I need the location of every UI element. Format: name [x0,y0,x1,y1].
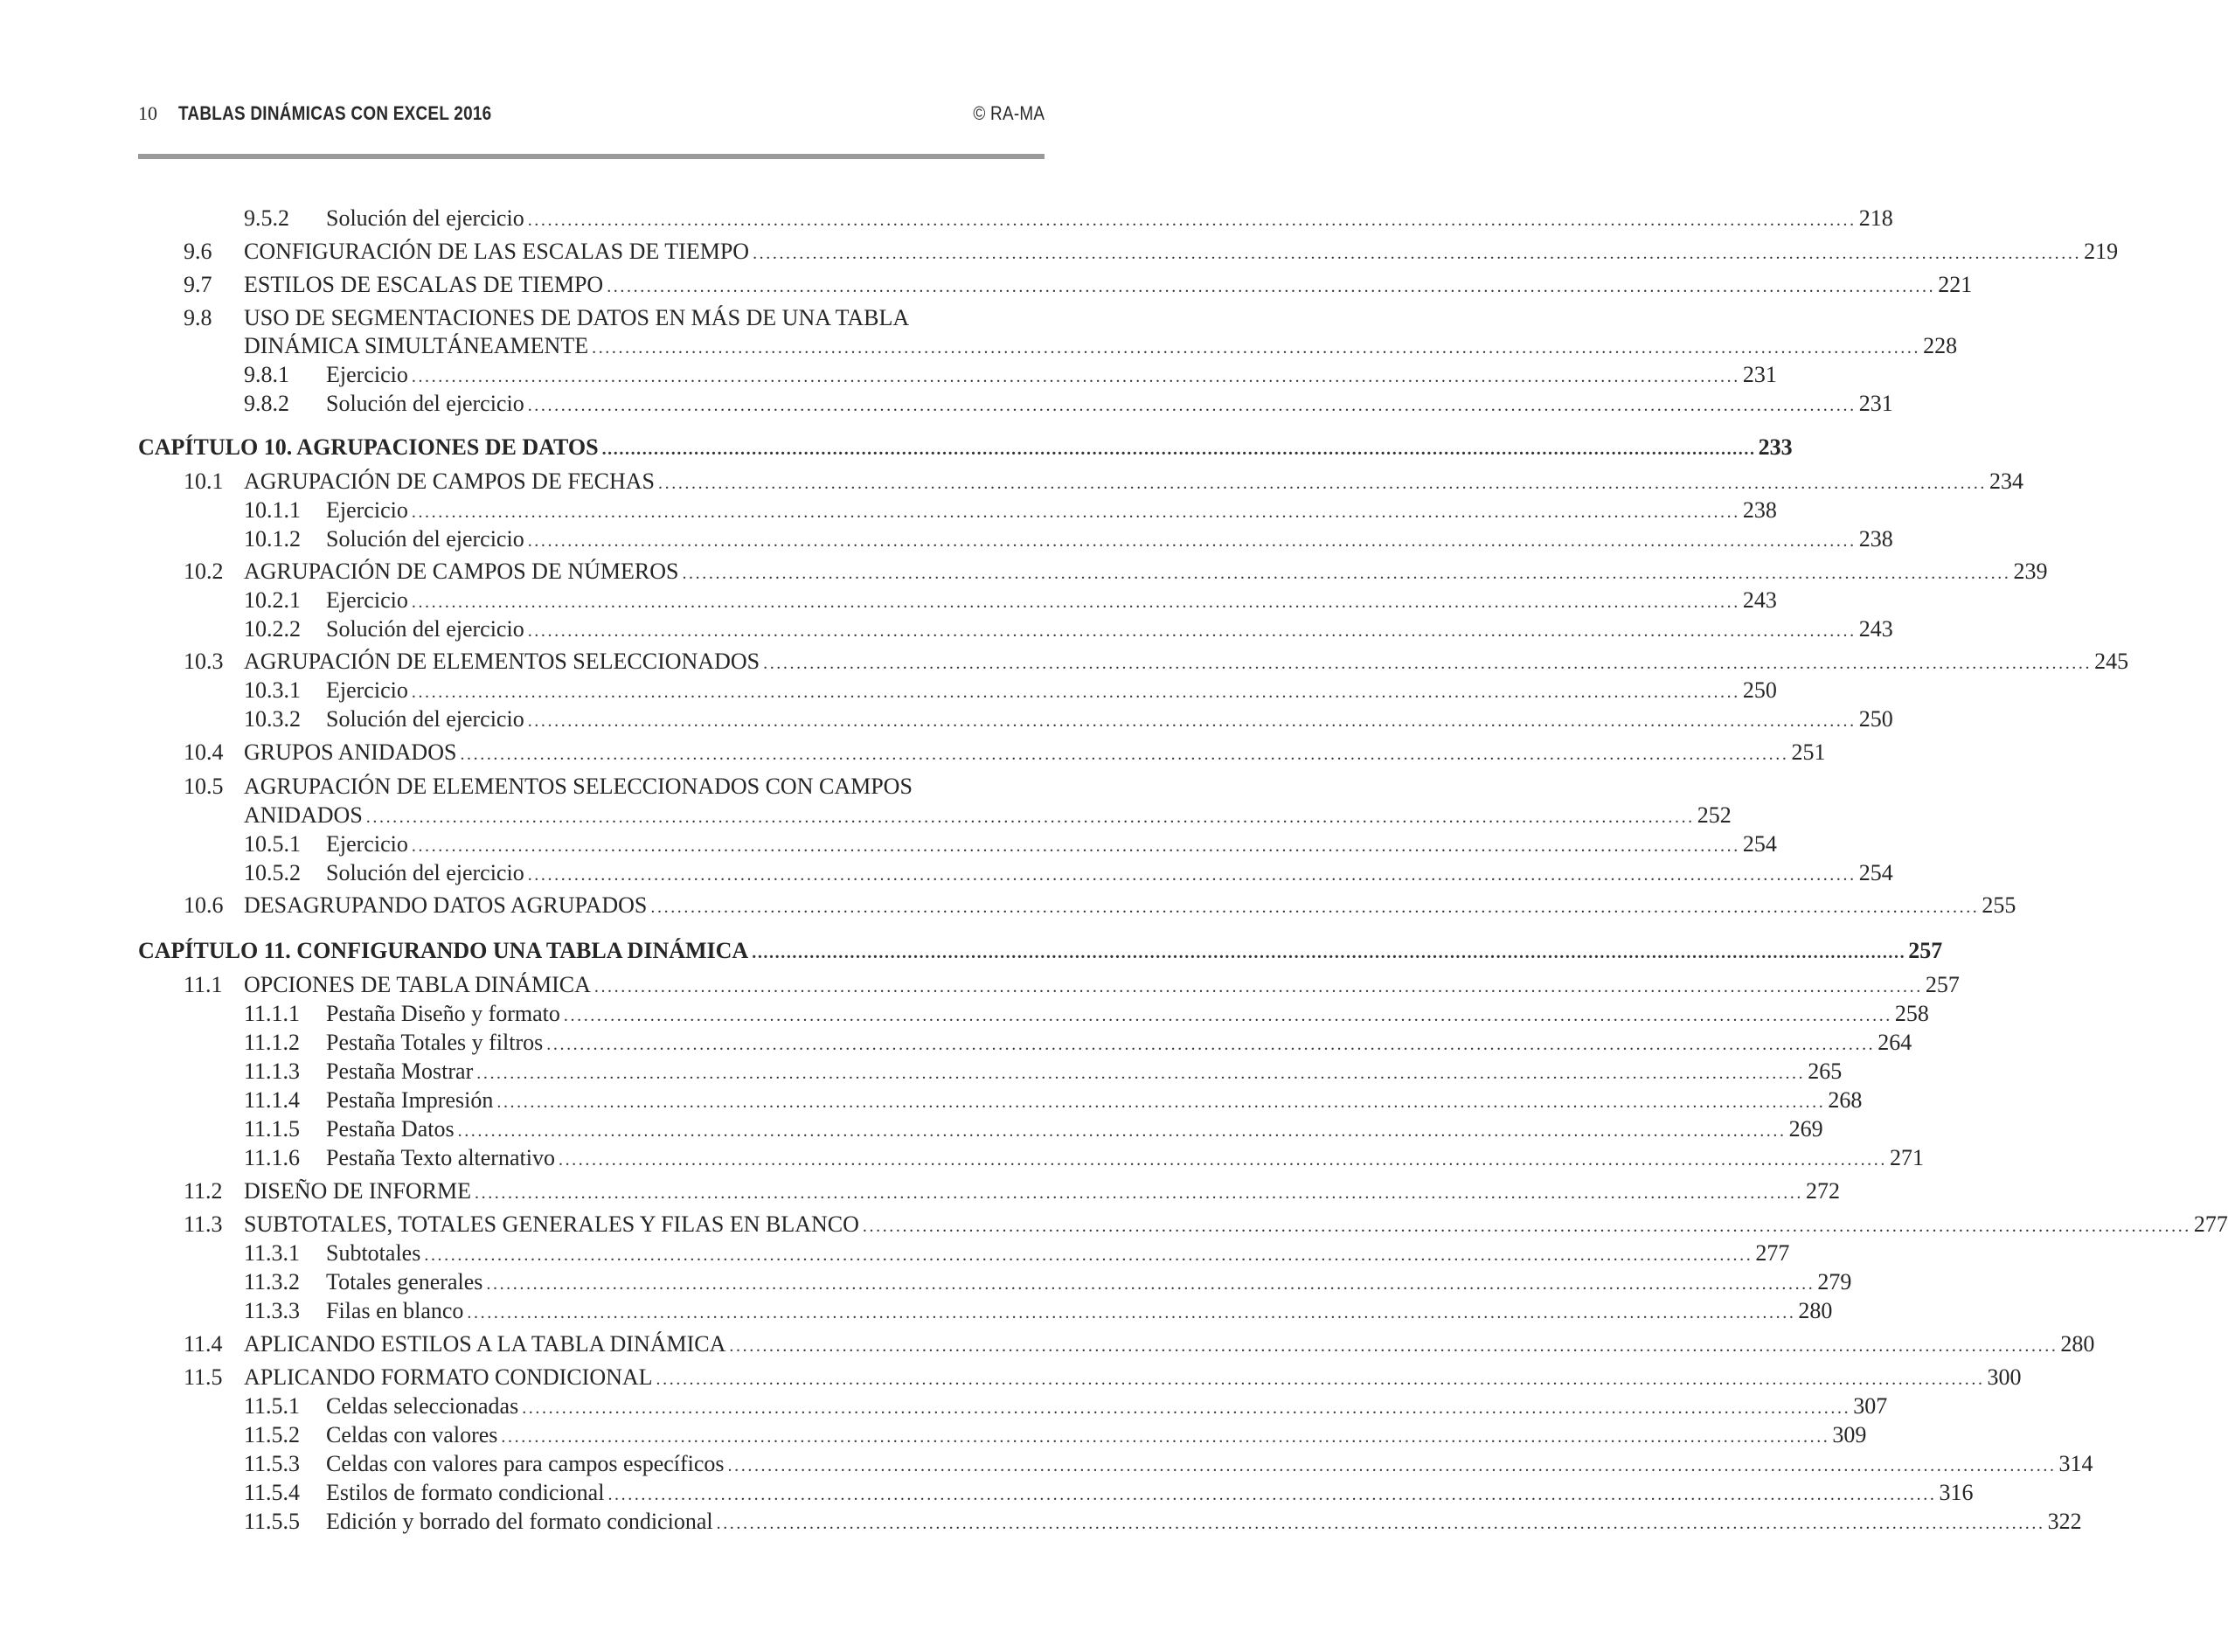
toc-entry[interactable] [0,1029,1912,1057]
toc-entry-number: 9.6 [184,239,212,264]
toc-entry-title: AGRUPACIÓN DE CAMPOS DE NÚMEROS [244,559,679,584]
leader-dots: ........................................................................................................................................................................................................ [527,711,1857,731]
toc-entry-title: SUBTOTALES, TOTALES GENERALES Y FILAS EN BLANCO [244,1211,859,1237]
toc-entry-page: 219 [2084,239,2119,264]
toc-entry-number: 11.5.2 [244,1422,301,1447]
toc-entry-page: 251 [1791,739,1826,765]
toc-entry-title: GRUPOS ANIDADOS [244,739,457,765]
toc-entry-page: 218 [1858,205,1893,231]
toc-entry-page: 250 [1742,677,1777,703]
leader-dots: ........................................................................................................................................................................................................ [496,1093,1826,1112]
leader-dots: ........................................................................................................................................................................................................ [716,1514,2045,1533]
toc-entry-page: 252 [1697,802,1732,828]
leader-dots: ........................................................................................................................................................................................................ [411,593,1740,612]
toc-entry-title: Ejercicio [326,677,408,703]
toc-entry-page: 258 [1894,1001,1929,1026]
toc-entry-number: 11.5.3 [244,1451,301,1476]
toc-entry[interactable] [0,1115,1823,1143]
toc-entry-page: 279 [1817,1269,1852,1295]
toc-entry-title: Pestaña Impresión [326,1087,494,1113]
toc-entry[interactable] [0,1364,2022,1392]
toc-entry-number: 9.8.1 [244,362,289,387]
toc-entry-number: 10.3 [184,649,224,674]
toc-entry-page: 309 [1832,1422,1867,1447]
toc-entry-title: DISEÑO DE INFORME [244,1178,471,1204]
toc-entry-number: 11.1.2 [244,1030,301,1055]
leader-dots: ........................................................................................................................................................................................................ [656,1370,1985,1389]
toc-entry-title: CONFIGURACIÓN DE LAS ESCALAS DE TIEMPO [244,239,750,264]
leader-dots: ........................................................................................................................................................................................................ [658,474,1988,493]
toc-entry-title: Ejercicio [326,587,408,613]
toc-entry[interactable] [0,1211,2228,1239]
toc-entry[interactable] [0,1421,1867,1449]
leader-dots: ........................................................................................................................................................................................................ [592,338,1921,357]
toc-entry[interactable] [0,892,2016,920]
toc-entry[interactable] [0,705,1893,733]
toc-entry[interactable] [0,304,1170,332]
toc-entry-page: 322 [2047,1509,2082,1534]
toc-entry[interactable] [0,971,1960,999]
toc-entry-title: Pestaña Totales y filtros [326,1030,544,1055]
toc-chapter-title: CAPÍTULO 11. CONFIGURANDO UNA TABLA DINÁMICA [138,938,749,963]
toc-entry-page: 269 [1788,1116,1823,1142]
toc-entry[interactable] [0,1086,1863,1114]
leader-dots: ........................................................................................................................................................................................................ [727,1456,2057,1475]
toc-entry-title: AGRUPACIÓN DE ELEMENTOS SELECCIONADOS [244,649,760,674]
leader-dots: ........................................................................................................................................................................................................ [593,977,1923,996]
leader-dots: ........................................................................................................................................................................................................ [527,396,1857,415]
toc-entry-page: 233 [1758,434,1793,460]
toc-entry-continuation[interactable] [0,332,1958,360]
toc-entry-page: 234 [1989,469,2024,494]
leader-dots: ........................................................................................................................................................................................................ [563,1006,1892,1025]
toc-entry-title: DESAGRUPANDO DATOS AGRUPADOS [244,892,648,918]
toc-entry-page: 265 [1808,1059,1843,1084]
toc-entry-title: Celdas seleccionadas [326,1393,519,1419]
leader-dots: ........................................................................................................................................................................................................ [682,564,2011,583]
toc-entry-title: Solución del ejercicio [326,526,524,552]
toc-entry-title: AGRUPACIÓN DE ELEMENTOS SELECCIONADOS CON CAMPOS [244,774,913,799]
toc-chapter-title: CAPÍTULO 10. AGRUPACIONES DE DATOS [138,434,599,460]
toc-entry-number: 11.1.5 [244,1116,301,1142]
leader-dots: ........................................................................................................................................................................................................ [501,1427,1830,1447]
toc-entry-page: 238 [1742,497,1777,523]
toc-entry-page: 314 [2058,1451,2093,1476]
toc-entry-title: USO DE SEGMENTACIONES DE DATOS EN MÁS DE UNA TABLA [244,305,910,330]
leader-dots: ........................................................................................................................................................................................................ [411,683,1740,702]
toc-entry-number: 10.6 [184,892,224,918]
toc-entry-number: 11.1.4 [244,1087,301,1113]
toc-entry-page: 254 [1742,831,1777,857]
toc-entry-number: 9.5.2 [244,205,289,231]
toc-entry-number: 10.3.1 [244,677,301,703]
toc-entry-title: APLICANDO FORMATO CONDICIONAL [244,1364,653,1390]
running-title: TABLAS DINÁMICAS CON EXCEL 2016 [178,102,492,124]
toc-entry-number: 11.4 [184,1331,223,1357]
toc-entry[interactable] [0,271,1973,299]
toc-entry-title: Subtotales [326,1240,421,1266]
toc-entry-page: 254 [1858,860,1893,885]
toc-entry-title: Solución del ejercicio [326,205,524,231]
toc-entry-number: 9.8 [184,305,212,330]
leader-dots: ........................................................................................................................................................................................................ [607,1485,1937,1504]
toc-entry[interactable] [0,525,1893,553]
leader-dots: ........................................................................................................................................................................................................ [486,1274,1815,1294]
toc-entry-number: 10.5 [184,774,224,799]
toc-entry[interactable] [0,1058,1843,1086]
toc-entry-page: 255 [1982,892,2016,918]
leader-dots: ........................................................................................................................................................................................................ [729,1336,2058,1356]
toc-entry-title: ANIDADOS [244,802,363,828]
toc-entry-number: 11.1.1 [244,1001,301,1026]
toc-entry[interactable] [0,1297,1833,1325]
leader-dots: ........................................................................................................................................................................................................ [753,244,2082,263]
leader-dots: ........................................................................................................................................................................................................ [411,367,1740,386]
toc-entry-page: 257 [1908,938,1943,963]
toc-entry[interactable] [0,615,1893,643]
toc-entry-page: 239 [2013,559,2048,584]
toc-entry[interactable] [0,648,2129,676]
leader-dots: ........................................................................................................................................................................................................ [601,440,1756,459]
leader-dots: ........................................................................................................................................................................................................ [650,898,1980,917]
toc-entry-number: 11.3.3 [244,1298,301,1323]
toc-entry-number: 11.5.1 [244,1393,301,1419]
leader-dots: ........................................................................................................................................................................................................ [862,1217,2191,1236]
leader-dots: ........................................................................................................................................................................................................ [424,1246,1753,1265]
leader-dots: ........................................................................................................................................................................................................ [411,503,1740,522]
toc-entry[interactable] [0,1268,1852,1296]
toc-chapter[interactable] [0,937,1943,965]
toc-entry-number: 11.2 [184,1178,223,1204]
toc-entry[interactable] [0,1330,2095,1358]
toc-entry[interactable] [0,361,1777,389]
toc-entry-title: Ejercicio [326,362,408,387]
toc-entry-title: Pestaña Datos [326,1116,455,1142]
toc-entry-number: 10.1.1 [244,497,301,523]
toc-entry-number: 11.3 [184,1211,223,1237]
toc-entry[interactable] [0,558,2048,586]
toc-entry-title: Solución del ejercicio [326,616,524,642]
toc-entry[interactable] [0,496,1777,524]
toc-entry-number: 10.5.2 [244,860,301,885]
toc-entry[interactable] [0,238,2119,266]
toc-entry-page: 238 [1858,526,1893,552]
toc-entry-number: 11.3.1 [244,1240,301,1266]
leader-dots: ........................................................................................................................................................................................................ [763,654,2093,673]
toc-entry[interactable] [0,1479,1974,1507]
toc-entry-number: 10.2.2 [244,616,301,642]
toc-entry[interactable] [0,1508,2082,1536]
toc-entry-number: 9.7 [184,272,212,297]
toc-entry[interactable] [0,677,1777,705]
leader-dots: ........................................................................................................................................................................................................ [527,531,1857,551]
leader-dots: ........................................................................................................................................................................................................ [460,745,1789,764]
leader-dots: ........................................................................................................................................................................................................ [365,808,1695,827]
leader-dots: ........................................................................................................................................................................................................ [476,1064,1806,1083]
leader-dots: ........................................................................................................................................................................................................ [411,836,1740,856]
toc-entry-title: Estilos de formato condicional [326,1480,605,1505]
toc-entry-number: 9.8.2 [244,391,289,416]
toc-entry[interactable] [0,1450,2093,1478]
toc-entry[interactable] [0,1239,1790,1267]
toc-entry-number: 11.1.6 [244,1145,301,1170]
toc-entry-number: 11.5.5 [244,1509,301,1534]
toc-entry-title: Ejercicio [326,497,408,523]
toc-entry-page: 280 [1798,1298,1833,1323]
toc-entry-title: AGRUPACIÓN DE CAMPOS DE FECHAS [244,469,656,494]
publisher-mark: © RA-MA [973,102,1045,124]
toc-entry-title: Pestaña Mostrar [326,1059,474,1084]
toc-entry-number: 10.3.2 [244,706,301,732]
toc-entry-number: 11.5 [184,1364,223,1390]
toc-entry-number: 10.4 [184,739,224,765]
toc-entry-number: 10.2.1 [244,587,301,613]
toc-entry-number: 11.1 [184,972,223,997]
toc-entry-title: DINÁMICA SIMULTÁNEAMENTE [244,333,589,358]
toc-entry-page: 272 [1806,1178,1840,1204]
toc-entry-page: 243 [1742,587,1777,613]
toc-entry[interactable] [0,1177,1840,1205]
toc-entry-continuation[interactable] [0,802,1732,829]
toc-entry-page: 257 [1925,972,1960,997]
toc-entry-number: 11.5.4 [244,1480,301,1505]
toc-entry[interactable] [0,1144,1924,1172]
leader-dots: ........................................................................................................................................................................................................ [607,277,1936,296]
toc-entry-number: 10.1 [184,469,224,494]
toc-entry-page: 271 [1889,1145,1924,1170]
toc-entry[interactable] [0,773,1170,801]
toc-entry-title: Ejercicio [326,831,408,857]
toc-entry[interactable] [0,739,1826,767]
toc-entry-number: 10.5.1 [244,831,301,857]
toc-entry-page: 307 [1853,1393,1888,1419]
leader-dots: ........................................................................................................................................................................................................ [752,943,1906,962]
leader-dots: ........................................................................................................................................................................................................ [558,1150,1887,1170]
toc-entry[interactable] [0,859,1893,887]
toc-entry[interactable] [0,1392,1888,1420]
toc-entry-title: ESTILOS DE ESCALAS DE TIEMPO [244,272,604,297]
leader-dots: ........................................................................................................................................................................................................ [457,1121,1787,1141]
toc-entry-title: APLICANDO ESTILOS A LA TABLA DINÁMICA [244,1331,726,1357]
toc-entry-title: Edición y borrado del formato condicional [326,1509,713,1534]
toc-entry-title: Pestaña Diseño y formato [326,1001,560,1026]
toc-entry[interactable] [0,390,1893,418]
toc-entry-page: 280 [2060,1331,2095,1357]
leader-dots: ........................................................................................................................................................................................................ [467,1303,1796,1322]
toc-entry-title: OPCIONES DE TABLA DINÁMICA [244,972,591,997]
toc-entry-page: 250 [1858,706,1893,732]
toc-entry-number: 10.2 [184,559,224,584]
toc-entry[interactable] [0,587,1777,614]
toc-entry[interactable] [0,1000,1929,1028]
toc-entry-title: Solución del ejercicio [326,860,524,885]
toc-entry-page: 316 [1939,1480,1974,1505]
toc-entry-page: 231 [1742,362,1777,387]
toc-entry-page: 228 [1923,333,1958,358]
toc-entry[interactable] [0,830,1777,858]
page-number: 10 [138,102,157,124]
leader-dots: ........................................................................................................................................................................................................ [546,1035,1876,1054]
leader-dots: ........................................................................................................................................................................................................ [527,211,1857,230]
toc-entry-title: Solución del ejercicio [326,391,524,416]
toc-entry-page: 268 [1828,1087,1863,1113]
toc-entry-title: Solución del ejercicio [326,706,524,732]
toc-entry-title: Celdas con valores [326,1422,498,1447]
toc-entry-page: 277 [1755,1240,1790,1266]
toc-entry-page: 243 [1858,616,1893,642]
toc-entry[interactable] [0,468,2024,496]
toc-chapter[interactable] [0,434,1793,462]
toc-entry-page: 221 [1938,272,1973,297]
leader-dots: ........................................................................................................................................................................................................ [527,865,1857,885]
toc-entry-page: 245 [2094,649,2129,674]
toc-entry-number: 11.1.3 [244,1059,301,1084]
toc-entry-page: 231 [1858,391,1893,416]
toc-entry-title: Filas en blanco [326,1298,464,1323]
leader-dots: ........................................................................................................................................................................................................ [475,1183,1803,1203]
toc-entry-page: 264 [1877,1030,1912,1055]
toc-entry-title: Pestaña Texto alternativo [326,1145,555,1170]
toc-entry-page: 300 [1987,1364,2022,1390]
toc-entry-title: Celdas con valores para campos específicos [326,1451,725,1476]
leader-dots: ........................................................................................................................................................................................................ [527,621,1857,641]
leader-dots: ........................................................................................................................................................................................................ [522,1399,1851,1418]
toc-entry[interactable] [0,205,1893,233]
toc-entry-number: 11.3.2 [244,1269,301,1295]
toc-entry-page: 277 [2193,1211,2228,1237]
toc-entry-number: 10.1.2 [244,526,301,552]
toc-entry-title: Totales generales [326,1269,483,1295]
